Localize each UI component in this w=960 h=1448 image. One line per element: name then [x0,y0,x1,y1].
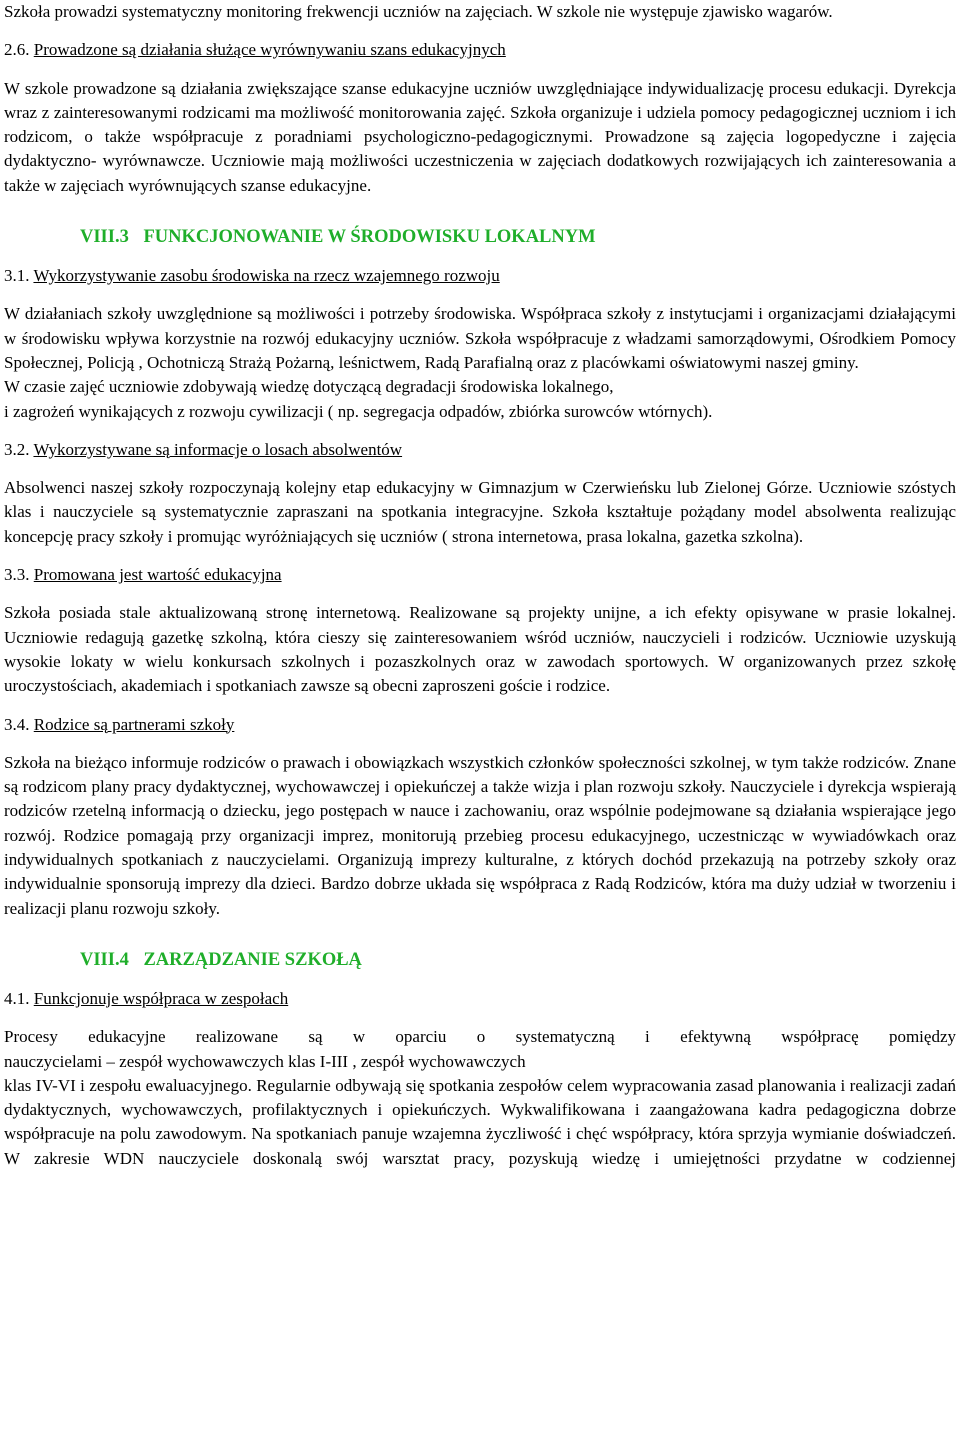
paragraph-3-2: Absolwenci naszej szkoły rozpoczynają kolejny etap edukacyjny w Gimnazjum w Czerwieńsku lub Zielonej Górze. Uczniowie szóstych klas i nauczyciele są systematycznie zapraszani na spotkania integracyjne. Szkoła kształtuje pożądany model absolwenta realizując koncepcję pracy szkoły i promując wyróżniających się uczniów ( strona internetowa, prasa lokalna, gazetka szkolna). [4,478,956,546]
section-number: VIII.4 [80,949,129,970]
subsection-number: 3.2. [4,439,30,459]
subsection-heading-3-2 [4,438,956,462]
section-number: VIII.3 [80,227,129,248]
paragraph-3-1-line-2: W czasie zajęć uczniowie zdobywają wiedzę dotyczącą degradacji środowiska lokalnego, [4,377,614,397]
subsection-number: 4.1. [4,988,30,1008]
subsection-heading-3-3 [4,563,956,587]
subsection-heading-3-4 [4,713,956,737]
subsection-heading-4-1 [4,987,956,1011]
paragraph-3-1-line-3: i zagrożeń wynikających z rozwoju cywilizacji ( np. segregacja odpadów, zbiórka surowców wtórnych). [4,401,713,421]
subsection-title: Wykorzystywanie zasobu środowiska na rzecz wzajemnego rozwoju [33,266,500,286]
document-page [4,0,956,1171]
paragraph-3-3: Szkoła posiada stale aktualizowaną stronę internetową. Realizowane są projekty unijne, a ich efekty opisywane w prasie lokalnej. Uczniowie redagują gazetkę szkolną, która cieszy się zainteresowaniem wśród uczniów, nauczycieli i rodziców. Uczniowie uzyskują wysokie lokaty w wielu konkursach szkolnych i pozaszkolnych oraz w zawodach sportowych. W organizowanych przez szkołę uroczystościach, akademiach i spotkaniach zawsze są obecni zaproszeni goście i rodzice. [4,603,956,696]
paragraph-4-1-line-1: Procesy edukacyjne realizowane są w oparciu o systematyczną i efektywną współpracę pomiędzy [4,1027,956,1047]
subsection-title: Wykorzystywane są informacje o losach absolwentów [33,439,403,459]
subsection-number: 3.4. [4,714,30,734]
section-heading-viii-3 [80,224,956,250]
section-title: ZARZĄDZANIE SZKOŁĄ [143,949,362,970]
subsection-title: Prowadzone są działania służące wyrównywaniu szans edukacyjnych [33,40,506,60]
subsection-number: 2.6. [4,40,30,60]
section-title: FUNKCJONOWANIE W ŚRODOWISKU LOKALNYM [143,227,596,248]
paragraph-3-4: Szkoła na bieżąco informuje rodziców o prawach i obowiązkach wszystkich członków społeczności szkolnej, w tym także rodziców. Znane są rodzicom plany pracy dydaktycznej, wychowawczej i opiekuńczej a także wizja i plan rozwoju szkoły. Nauczyciele i dyrekcja wspierają rodziców rzetelną informacją o dziecku, jego postępach w nauce i zachowaniu, oraz wspólnie podejmowane są działania wspierające jego rozwój. Rodzice pomagają przy organizacji imprez, monitorują przebieg procesu edukacyjnego, uczestnicząc w wywiadówkach oraz indywidualnych spotkaniach z nauczycielami. Organizują imprezy kulturalne, z których dochód przekazują na potrzeby szkoły oraz indywidualnie sponsorują imprezy dla dzieci. Bardzo dobrze układa się współpraca z Radą Rodziców, która ma duży udział w tworzeniu i realizacji planu rozwoju szkoły. [4,752,956,918]
paragraph-4-1-rest: klas IV-VI i zespołu ewaluacyjnego. Regularnie odbywają się spotkania zespołów celem wypracowania zasad planowania i realizacji zadań dydaktycznych, wychowawczych, profilaktycznych i opiekuńczych. Wykwalifikowana i zaangażowana kadra pedagogiczna dobrze współpracuje na polu zawodowym. Na spotkaniach panuje wzajemna życzliwość i chęć współpracy, która sprzyja wymianie doświadczeń. W zakresie WDN nauczyciele doskonalą swój warsztat pracy, pozyskują wiedzę i umiejętności przydatne w codziennej [4,1075,956,1168]
section-heading-viii-4 [80,947,956,973]
subsection-heading-2-6 [4,38,956,62]
subsection-number: 3.3. [4,565,30,585]
subsection-title: Promowana jest wartość edukacyjna [33,565,282,585]
paragraph-3-1: W działaniach szkoły uwzględnione są możliwości i potrzeby środowiska. Współpraca szkoły z instytucjami i organizacjami działającymi w środowisku wpływa korzystnie na rozwój edukacyjny uczniów. Szkoła współpracuje z władzami samorządowymi, Ośrodkiem Pomocy Społecznej, Policją , Ochotniczą Strażą Pożarną, leśnictwem, Radą Parafialną oraz z placówkami oświatowymi naszej gminy. [4,304,956,372]
subsection-title: Funkcjonuje współpraca w zespołach [33,988,289,1008]
intro-paragraph: Szkoła prowadzi systematyczny monitoring frekwencji uczniów na zajęciach. W szkole nie występuje zjawisko wagarów. [4,2,833,21]
subsection-number: 3.1. [4,266,30,286]
subsection-title: Rodzice są partnerami szkoły [33,714,235,734]
paragraph-2-6: W szkole prowadzone są działania zwiększające szanse edukacyjne uczniów uwzględniające indywidualizację procesu edukacji. Dyrekcja wraz z zainteresowanymi rodzicami ma możliwość monitorowania zajęć. Szkoła organizuje i udziela pomocy pedagogicznej uczniom i ich rodzicom, o także współpracuje z poradniami psychologiczno-pedagogicznymi. Prowadzone są zajęcia logopedyczne i zajęcia dydaktyczno- wyrównawcze. Uczniowie mają możliwości uczestniczenia w zajęciach dodatkowych rozwijających ich zainteresowania a także w zajęciach wyrównujących szanse edukacyjne. [4,78,956,195]
paragraph-4-1-line-2: nauczycielami – zespół wychowawczych klas I-III , zespół wychowawczych [4,1051,526,1071]
subsection-heading-3-1 [4,264,956,288]
